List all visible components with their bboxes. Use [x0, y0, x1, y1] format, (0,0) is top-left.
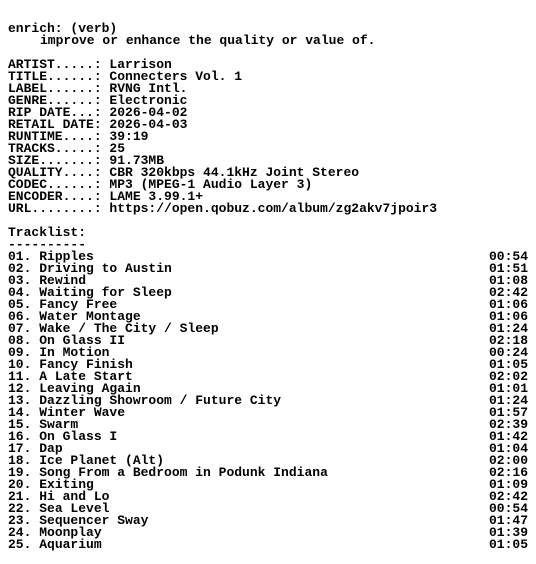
track-duration: 01:39 [488, 525, 528, 540]
track-title: Sea Level [39, 501, 110, 516]
info-value: Electronic [109, 93, 188, 108]
track-number: 13. [8, 393, 40, 408]
track-number: 01. [8, 249, 40, 264]
track-title: Wake / The City / Sleep [39, 321, 219, 336]
track-title: On Glass II [39, 333, 126, 348]
track-duration: 02:00 [488, 453, 528, 468]
info-value: CBR 320kbps 44.1kHz Joint Stereo [109, 165, 360, 180]
track-title: Leaving Again [39, 381, 141, 396]
info-key: URL........: [8, 201, 110, 216]
track-number: 24. [8, 525, 40, 540]
track-duration: 01:08 [488, 273, 528, 288]
info-value: MP3 (MPEG-1 Audio Layer 3) [109, 177, 313, 192]
track-number: 17. [8, 441, 40, 456]
track-title: Sequencer Sway [39, 513, 149, 528]
nfo-document [8, 23, 528, 551]
info-value: Larrison [109, 57, 172, 72]
track-duration: 02:18 [488, 333, 528, 348]
track-title: Ice Planet (Alt) [39, 453, 165, 468]
info-value: RVNG Intl. [109, 81, 188, 96]
info-value: 2026-04-03 [109, 117, 188, 132]
info-key: TITLE......: [8, 69, 110, 84]
track-number: 06. [8, 309, 40, 324]
track-number: 25. [8, 537, 40, 552]
track-duration: 00:54 [488, 249, 528, 264]
track-row [8, 539, 528, 551]
track-number: 03. [8, 273, 40, 288]
track-title: Moonplay [39, 525, 102, 540]
track-duration: 01:24 [488, 321, 528, 336]
info-value: LAME 3.99.1+ [109, 189, 204, 204]
track-number: 15. [8, 417, 40, 432]
track-title: Ripples [39, 249, 94, 264]
track-title: Aquarium [39, 537, 102, 552]
track-number: 16. [8, 429, 40, 444]
track-duration: 02:42 [488, 489, 528, 504]
track-title: Rewind [39, 273, 87, 288]
info-value: 25 [109, 141, 126, 156]
track-duration: 01:06 [488, 297, 528, 312]
track-duration: 00:54 [488, 501, 528, 516]
track-title: Dap [39, 441, 63, 456]
track-duration: 01:05 [488, 537, 528, 552]
track-number: 22. [8, 501, 40, 516]
track-duration: 01:09 [488, 477, 528, 492]
track-number: 14. [8, 405, 40, 420]
definition-meaning: improve or enhance the quality or value of. [40, 33, 376, 48]
track-number: 12. [8, 381, 40, 396]
track-duration: 01:47 [488, 513, 528, 528]
track-title: Water Montage [39, 309, 141, 324]
track-title: Hi and Lo [39, 489, 110, 504]
track-title: A Late Start [39, 369, 133, 384]
track-title: Waiting for Sleep [39, 285, 172, 300]
track-title: Exiting [39, 477, 94, 492]
track-title: Driving to Austin [39, 261, 172, 276]
info-value: 39:19 [109, 129, 149, 144]
release-info [8, 59, 528, 215]
track-row [8, 407, 528, 419]
info-key: ENCODER....: [8, 189, 110, 204]
info-key: CODEC......: [8, 177, 110, 192]
track-title: On Glass I [39, 429, 118, 444]
track-title: Winter Wave [39, 405, 126, 420]
info-value: https://open.qobuz.com/album/zg2akv7jpoir3 [109, 201, 438, 216]
track-number: 11. [8, 369, 40, 384]
track-number: 21. [8, 489, 40, 504]
track-title: Dazzling Showroom / Future City [39, 393, 282, 408]
info-value: Connecters Vol. 1 [109, 69, 243, 84]
info-value: 91.73MB [109, 153, 165, 168]
info-key: GENRE......: [8, 93, 110, 108]
info-key: ARTIST.....: [8, 57, 110, 72]
track-duration: 01:05 [488, 357, 528, 372]
track-duration: 02:16 [488, 465, 528, 480]
info-key: RETAIL DATE: [8, 117, 110, 132]
info-key: TRACKS.....: [8, 141, 110, 156]
info-key: RUNTIME....: [8, 129, 110, 144]
tracklist [8, 251, 528, 551]
info-key: LABEL......: [8, 81, 110, 96]
track-duration: 02:42 [488, 285, 528, 300]
track-number: 08. [8, 333, 40, 348]
info-value: 2026-04-02 [109, 105, 188, 120]
tracklist-divider: ---------- [8, 237, 87, 252]
track-duration: 01:57 [488, 405, 528, 420]
track-number: 19. [8, 465, 40, 480]
track-number: 20. [8, 477, 40, 492]
track-number: 18. [8, 453, 40, 468]
track-duration: 01:51 [488, 261, 528, 276]
info-key: SIZE.......: [8, 153, 110, 168]
definition-word: enrich: (verb) [8, 21, 118, 36]
track-duration: 01:04 [488, 441, 528, 456]
track-label [8, 539, 102, 551]
spacer [8, 215, 528, 227]
info-key: RIP DATE...: [8, 105, 110, 120]
track-number: 07. [8, 321, 40, 336]
track-duration: 02:02 [488, 369, 528, 384]
info-key: QUALITY....: [8, 165, 110, 180]
track-number: 23. [8, 513, 40, 528]
track-title: Swarm [39, 417, 79, 432]
track-number: 02. [8, 261, 40, 276]
track-row [8, 263, 528, 275]
track-title: Song From a Bedroom in Podunk Indiana [39, 465, 328, 480]
track-title: Fancy Free [39, 297, 118, 312]
track-number: 04. [8, 285, 40, 300]
track-row [8, 431, 528, 443]
track-number: 09. [8, 345, 40, 360]
track-number: 05. [8, 297, 40, 312]
track-title: In Motion [39, 345, 110, 360]
info-row [8, 203, 528, 215]
track-number: 10. [8, 357, 40, 372]
track-duration: 01:06 [488, 309, 528, 324]
track-duration: 02:39 [488, 417, 528, 432]
track-duration: 00:24 [488, 345, 528, 360]
track-duration: 01:24 [488, 393, 528, 408]
track-duration: 01:42 [488, 429, 528, 444]
track-title: Fancy Finish [39, 357, 133, 372]
tracklist-heading: Tracklist: [8, 225, 87, 240]
track-duration: 01:01 [488, 381, 528, 396]
